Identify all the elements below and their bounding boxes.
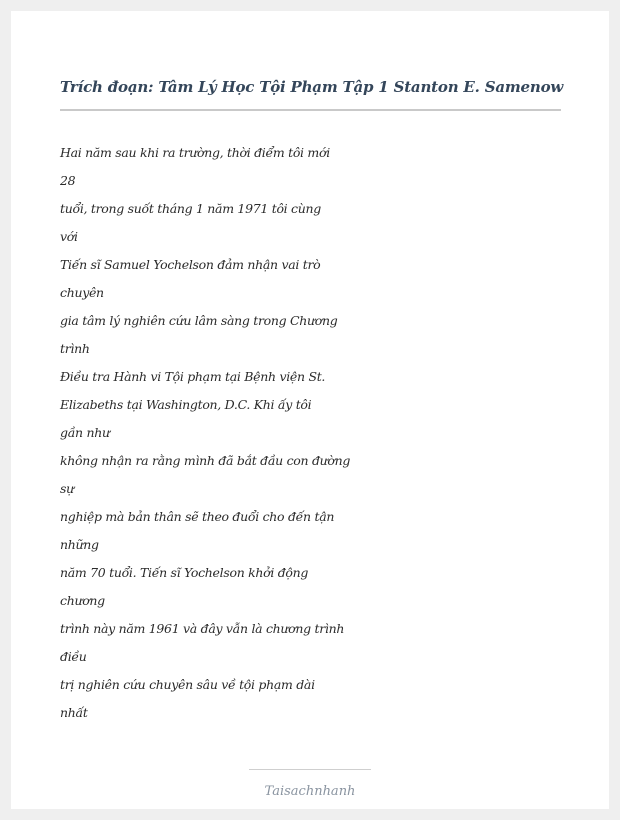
body-line: trình (60, 341, 90, 356)
body-line: gia tâm lý nghiên cứu lâm sàng trong Chương (60, 313, 338, 328)
body-line: trị nghiên cứu chuyên sâu về tội phạm dài (60, 677, 315, 692)
body-line: trình này năm 1961 và đây vẫn là chương trình (60, 621, 345, 636)
body-line: với (60, 229, 78, 244)
body-line: chương (60, 593, 105, 608)
document-body (60, 139, 360, 727)
title-divider (60, 109, 561, 111)
body-line: gần như (60, 425, 110, 440)
footer-brand: Taisachnhanh (264, 784, 356, 799)
body-line: nghiệp mà bản thân sẽ theo đuổi cho đến tận (60, 509, 335, 524)
footer-divider (249, 769, 371, 770)
body-line: sự (60, 481, 74, 496)
document-page (11, 11, 609, 809)
body-line: những (60, 537, 99, 552)
body-line: Điều tra Hành vi Tội phạm tại Bệnh viện St. (60, 369, 326, 384)
body-line: tuổi, trong suốt tháng 1 năm 1971 tôi cùng (60, 201, 321, 216)
body-line: Tiến sĩ Samuel Yochelson đảm nhận vai trò (60, 257, 321, 272)
document-title: Trích đoạn: Tâm Lý Học Tội Phạm Tập 1 Stanton E. Samenow (60, 78, 564, 96)
body-line: 28 (60, 173, 76, 188)
body-line: Elizabeths tại Washington, D.C. Khi ấy tôi (60, 397, 312, 412)
body-line: năm 70 tuổi. Tiến sĩ Yochelson khởi động (60, 565, 309, 580)
body-line: không nhận ra rằng mình đã bắt đầu con đường (60, 453, 351, 468)
body-line: chuyên (60, 285, 104, 300)
body-line: nhất (60, 705, 88, 720)
body-line: Hai năm sau khi ra trường, thời điểm tôi mới (60, 145, 330, 160)
body-line: điều (60, 649, 87, 664)
